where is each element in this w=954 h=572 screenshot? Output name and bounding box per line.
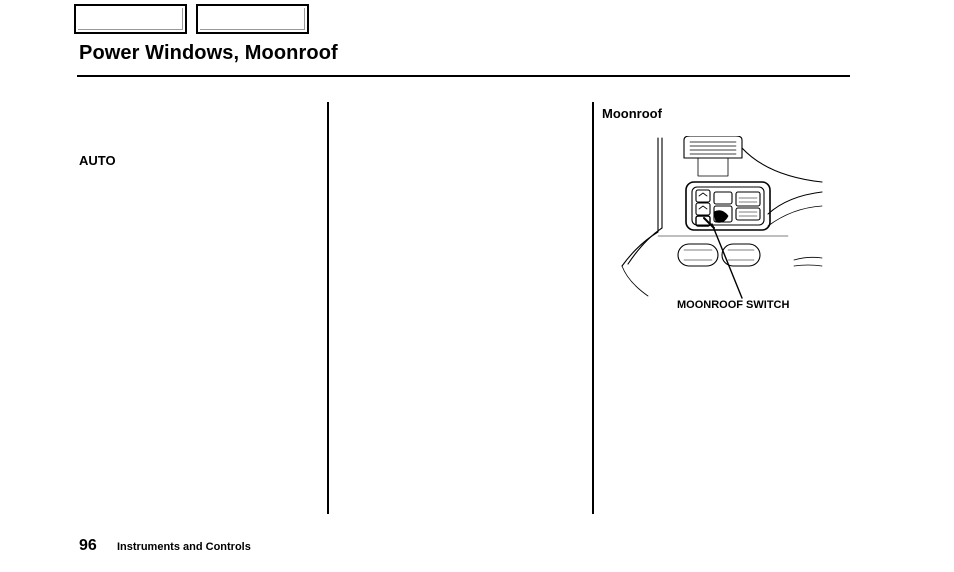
- page-number: 96: [79, 537, 97, 554]
- moonroof-switch-illustration: [618, 136, 824, 300]
- title-divider: [77, 75, 850, 77]
- page-title: Power Windows, Moonroof: [79, 42, 338, 64]
- auto-heading: AUTO: [79, 153, 116, 168]
- section-name: Instruments and Controls: [117, 541, 251, 553]
- figure-caption: MOONROOF SWITCH: [677, 299, 790, 311]
- previous-page-button[interactable]: [74, 4, 187, 34]
- next-page-button[interactable]: [196, 4, 309, 34]
- column-divider-left: [327, 102, 329, 514]
- column-divider-right: [592, 102, 594, 514]
- moonroof-heading: Moonroof: [602, 106, 662, 121]
